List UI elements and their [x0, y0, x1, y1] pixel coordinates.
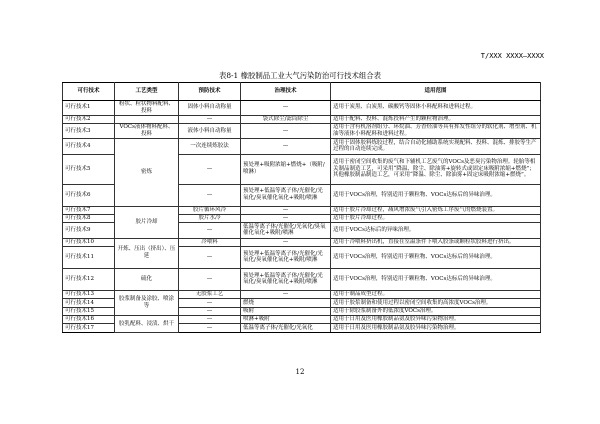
- feasible-cell: 可行技术8: [63, 214, 115, 222]
- prevention-cell: —: [179, 184, 241, 206]
- header-prevention: 预防技术: [179, 83, 241, 101]
- scope-cell: 适用于固体胶料炼胶过程，结合自动化辅助系统实现配料、投料、混炼、排胶等生产过程的自动连续完成。: [331, 139, 541, 154]
- table-row: [63, 268, 541, 290]
- process-cell: VOCs液体物料配料、投料: [115, 124, 179, 139]
- scope-cell: 适用于胶片冷却过程，减风增浓废气引入密炼工序废气的燃烧装置。: [331, 206, 541, 214]
- treatment-cell: —: [241, 100, 331, 115]
- process-cell: [115, 115, 179, 123]
- prevention-cell: —: [179, 324, 241, 332]
- scope-cell: 适用于除胶浆制备外的低浓度VOCs治理。: [331, 307, 541, 315]
- feasible-cell: 可行技术16: [63, 316, 115, 324]
- table-caption: 表8-1 橡胶制品工业大气污染防治可行技术组合表: [218, 71, 382, 80]
- prevention-cell: 固体小料自动称量: [179, 100, 241, 115]
- treatment-cell: 预处理+低温等离子体/光催化/光氧化/臭氧催化氧化+吸附/喷淋: [241, 184, 331, 206]
- treatment-cell: —: [241, 214, 331, 222]
- header-process: 工艺类型: [115, 83, 179, 101]
- prevention-cell: 液体小料自动称量: [179, 124, 241, 139]
- prevention-cell: 胶片循环风冷: [179, 206, 241, 214]
- feasible-cell: 可行技术6: [63, 184, 115, 206]
- treatment-cell: —: [241, 290, 331, 298]
- prevention-cell: 冷喂料: [179, 238, 241, 246]
- treatment-cell: 低温等离子体/光催化/光氧化: [241, 324, 331, 332]
- scope-cell: 适用于制品成型过程。: [331, 290, 541, 298]
- scope-cell: 适用于VOCs治理，特别适用于颗粒物、VOCs达标后的异味治理。: [331, 184, 541, 206]
- feasible-cell: 可行技术1: [63, 100, 115, 115]
- page-number: 12: [295, 368, 305, 376]
- feasible-cell: 可行技术12: [63, 268, 115, 290]
- scope-cell: 适用于配料、投料、混炼投料产生的颗粒物治理。: [331, 115, 541, 123]
- prevention-cell: —: [179, 115, 241, 123]
- prevention-cell: —: [179, 268, 241, 290]
- table-row: [63, 139, 541, 154]
- table-row: [63, 316, 541, 324]
- feasible-cell: 可行技术13: [63, 290, 115, 298]
- prevention-cell: 一次连续炼胶法: [179, 139, 241, 154]
- prevention-cell: 无胶浆工艺: [179, 290, 241, 298]
- standard-code: T/XXX XXXX—XXXX: [480, 52, 544, 60]
- treatment-cell: 预处理+低温等离子体/光催化/光氧化/臭氧催化氧化+吸附/喷淋: [241, 246, 331, 268]
- feasible-cell: 可行技术7: [63, 206, 115, 214]
- header-treatment: 治理技术: [241, 83, 331, 101]
- process-cell: 开炼、压出（挤出）、压延: [115, 238, 179, 268]
- feasible-cell: 可行技术4: [63, 139, 115, 154]
- prevention-cell: 胶片水冷: [179, 214, 241, 222]
- feasible-cell: 可行技术5: [63, 154, 115, 184]
- scope-cell: 适用于冷喂料挤出机，直接在室温条件下喂入胶条或颗粒状胶料进行挤出。: [331, 238, 541, 246]
- feasible-technology-table: [62, 82, 541, 333]
- table-row: [63, 238, 541, 246]
- scope-cell: 适用于日用及医用橡胶制品氨及胶异味污染物治理。: [331, 324, 541, 332]
- scope-cell: 适用于胶片冷却过程。: [331, 214, 541, 222]
- scope-cell: 适用于密闭空间收集的废气和下辅机工艺废气的VOCs及恶臭污染物治理。轮胎等相关制品制造工艺，可采用“降温、除尘、除油雾+旋转式或固定床吸附浓缩+燃烧”；其他橡胶制品制造工艺，可采用“降温、除尘、除油雾+固定床吸附浓缩+燃烧”。: [331, 154, 541, 184]
- prevention-cell: —: [179, 307, 241, 315]
- treatment-cell: —: [241, 139, 331, 154]
- treatment-cell: 预处理+吸附浓缩+燃烧+（吸附/喷淋）: [241, 154, 331, 184]
- table-row: [63, 115, 541, 123]
- treatment-cell: 低温等离子体/光催化/光氧化/臭氧催化氧化+吸附/喷淋: [241, 223, 331, 238]
- table-row: [63, 124, 541, 139]
- process-cell: 胶乳配料、浸渍、烘干: [115, 316, 179, 333]
- process-cell: 胶浆制备及涂胶、喷涂等: [115, 290, 179, 315]
- header-scope: 适用范围: [331, 83, 541, 101]
- scope-cell: 适用于日用及医用橡胶制品氨及胶异味污染物治理。: [331, 316, 541, 324]
- header-feasible: 可行技术: [63, 83, 115, 101]
- scope-cell: 适用于VOCs治理，特别适用于颗粒物、VOCs达标后的异味治理。: [331, 268, 541, 290]
- scope-cell: 适用于VOCs达标后的异味治理。: [331, 223, 541, 238]
- process-cell: 硫化: [115, 268, 179, 290]
- treatment-cell: 预处理+低温等离子体/光催化/光氧化/臭氧催化氧化+吸附/喷淋: [241, 268, 331, 290]
- treatment-cell: 燃烧: [241, 299, 331, 307]
- prevention-cell: —: [179, 246, 241, 268]
- prevention-cell: —: [179, 316, 241, 324]
- table-row: [63, 100, 541, 115]
- feasible-cell: 可行技术17: [63, 324, 115, 332]
- scope-cell: 适用于VOCs治理，特别适用于颗粒物、VOCs达标后的异味治理。: [331, 246, 541, 268]
- scope-cell: 适用于炭黑、白炭黑、碳酸钙等固体小料配料和进料过程。: [331, 100, 541, 115]
- process-cell: 胶片冷却: [115, 206, 179, 238]
- feasible-cell: 可行技术3: [63, 124, 115, 139]
- process-cell: 粉状、粒状物料配料、投料: [115, 100, 179, 115]
- feasible-cell: 可行技术2: [63, 115, 115, 123]
- feasible-cell: 可行技术9: [63, 223, 115, 238]
- table-row: [63, 290, 541, 298]
- treatment-cell: —: [241, 124, 331, 139]
- table-header-row: [63, 83, 541, 101]
- feasible-cell: 可行技术11: [63, 246, 115, 268]
- treatment-cell: 袋式除尘/滤筒除尘: [241, 115, 331, 123]
- scope-cell: 适用于含有机溶剂组分、环烷油、芳香烃油等具有挥发性组分的软化剂、增塑剂、机油等液体小料配料和进料过程。: [331, 124, 541, 139]
- feasible-cell: 可行技术10: [63, 238, 115, 246]
- table-row: [63, 206, 541, 214]
- feasible-cell: 可行技术15: [63, 307, 115, 315]
- feasible-cell: 可行技术14: [63, 299, 115, 307]
- treatment-cell: —: [241, 238, 331, 246]
- process-cell: 密炼: [115, 139, 179, 206]
- prevention-cell: —: [179, 223, 241, 238]
- treatment-cell: 喷淋+吸附: [241, 316, 331, 324]
- prevention-cell: —: [179, 154, 241, 184]
- scope-cell: 适用于胶浆制备和使用过程以密闭空间收集的高浓度VOCs治理。: [331, 299, 541, 307]
- treatment-cell: —: [241, 206, 331, 214]
- prevention-cell: —: [179, 299, 241, 307]
- treatment-cell: 吸附: [241, 307, 331, 315]
